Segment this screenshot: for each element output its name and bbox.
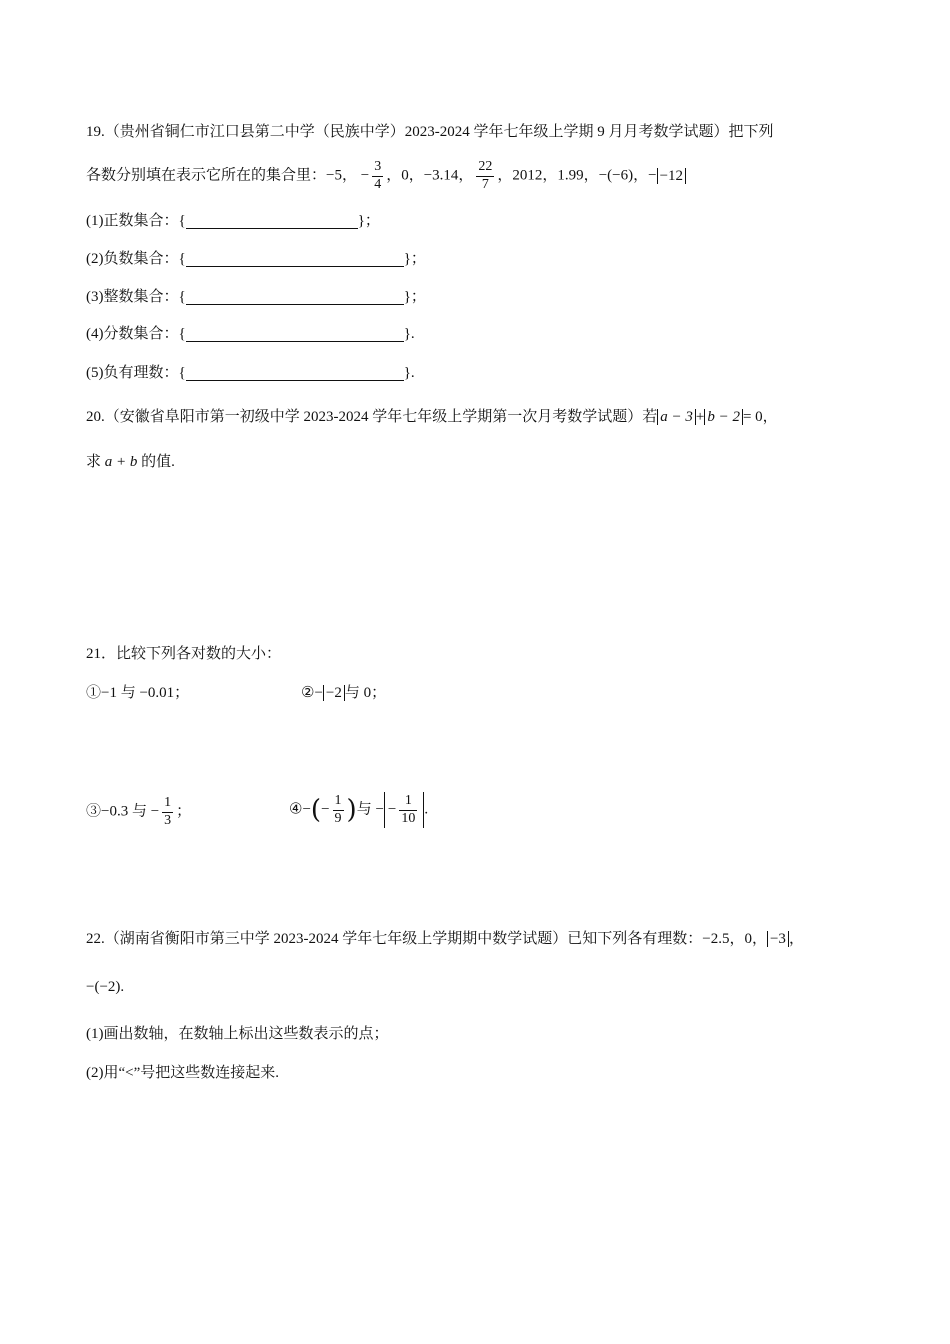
- q19-n3: ，0，−3.14，: [386, 167, 474, 184]
- frac-den: 9: [334, 810, 342, 826]
- q22-line1-suffix: ，: [788, 931, 804, 947]
- q20-plus: +: [695, 409, 705, 425]
- q19-numbers-line: [86, 160, 686, 192]
- frac-num: 1: [333, 794, 344, 811]
- frac-num: 3: [372, 160, 383, 177]
- frac-num: 22: [476, 160, 494, 177]
- fraction-1-3: [162, 796, 173, 828]
- fraction-1-9: [333, 794, 344, 826]
- q22-title: [86, 932, 804, 947]
- q21-p2-abs: −2: [323, 685, 345, 701]
- q22-p2: (2)用“<”号把这些数连接起来.: [86, 1065, 280, 1081]
- frac-den: 7: [481, 176, 489, 192]
- q20-line1: 20.（安徽省阜阳市第一初级中学 2023-2024 学年七年级上学期第一次月考数学试题）若: [86, 409, 658, 425]
- q21-title: 21．比较下列各对数的大小：: [86, 646, 282, 662]
- q19-n7-abs: −12: [657, 168, 686, 184]
- frac-num: 1: [162, 796, 173, 813]
- q20-eq: = 0，: [742, 409, 778, 425]
- part-label: (1)正数集合：{: [86, 213, 186, 229]
- q21-p4-suffix: .: [424, 801, 429, 818]
- q21-p1: ①−1 与 −0.01；: [86, 685, 190, 701]
- q22-abs: −3: [767, 931, 789, 947]
- q21-p2: [301, 686, 386, 701]
- q19-n6: −(−6)，: [598, 167, 649, 184]
- part-end: }；: [403, 251, 426, 267]
- q19-title: 19.（贵州省铜仁市江口县第二中学（民族中学）2023-2024 学年七年级上学期 9 月月考数学试题）把下列: [86, 124, 774, 140]
- q19-n1: −5，: [326, 167, 357, 184]
- part-end: }.: [403, 365, 415, 381]
- part-label: (4)分数集合：{: [86, 326, 186, 342]
- q21-p2-suffix: 与 0；: [344, 685, 387, 701]
- q21-p3-prefix: ③−0.3 与 −: [86, 803, 160, 820]
- frac-den: 4: [374, 176, 382, 192]
- q19-line2-prefix: 各数分别填在表示它所在的集合里：: [86, 167, 327, 184]
- q20-line2: [86, 455, 175, 470]
- q19-n5: ，2012，1.99，: [497, 167, 599, 184]
- q19-n2-sign: −: [360, 167, 370, 184]
- answer-blank[interactable]: [186, 327, 404, 342]
- q20-title: [86, 410, 778, 425]
- q19-n7-sign: −: [648, 167, 657, 184]
- fraction-22-7: [476, 160, 494, 192]
- part-end: }；: [403, 289, 426, 305]
- right-paren: ): [346, 795, 357, 826]
- q19-part-3: [86, 290, 426, 305]
- q21-p4: [289, 792, 428, 828]
- part-end: }.: [403, 326, 415, 342]
- q22-p1: (1)画出数轴，在数轴上标出这些数表示的点；: [86, 1026, 389, 1042]
- fraction-3-4: [372, 160, 383, 192]
- q20-expr: a + b: [104, 454, 138, 470]
- q22-line1-prefix: 22.（湖南省衡阳市第三中学 2023-2024 学年七年级上学期期中数学试题）已知下列各有理数：−2.5，0，: [86, 931, 767, 947]
- q20-line2-prefix: 求: [86, 454, 105, 470]
- frac-den: 3: [164, 812, 172, 828]
- fraction-1-10: [399, 794, 417, 826]
- q21-p2-prefix: ②−: [301, 685, 323, 701]
- q20-abs1: a − 3: [657, 409, 696, 425]
- answer-blank[interactable]: [186, 214, 358, 229]
- answer-blank[interactable]: [186, 252, 404, 267]
- q21-p4-abs: [384, 792, 424, 828]
- frac-den: 10: [401, 810, 416, 826]
- part-label: (5)负有理数：{: [86, 365, 186, 381]
- q21-p4-prefix: ④−: [289, 801, 311, 818]
- q19-part-1: [86, 214, 380, 229]
- q21-p4-inner-sign2: −: [387, 801, 397, 818]
- left-paren: (: [310, 795, 322, 826]
- part-label: (2)负数集合：{: [86, 251, 186, 267]
- answer-blank[interactable]: [186, 366, 404, 381]
- frac-num: 1: [399, 794, 417, 811]
- q21-p4-mid: 与 −: [356, 801, 384, 818]
- q19-part-5: [86, 366, 415, 381]
- q20-abs2: b − 2: [704, 409, 743, 425]
- q21-p3: [86, 796, 191, 828]
- q20-line2-suffix: 的值.: [137, 454, 175, 470]
- q19-part-2: [86, 252, 426, 267]
- q19-part-4: [86, 327, 415, 342]
- part-label: (3)整数集合：{: [86, 289, 186, 305]
- q22-line2: −(−2).: [86, 979, 125, 995]
- part-end: }；: [357, 213, 380, 229]
- answer-blank[interactable]: [186, 290, 404, 305]
- q21-p4-inner-sign: −: [321, 801, 330, 818]
- q21-p3-suffix: ；: [176, 803, 192, 820]
